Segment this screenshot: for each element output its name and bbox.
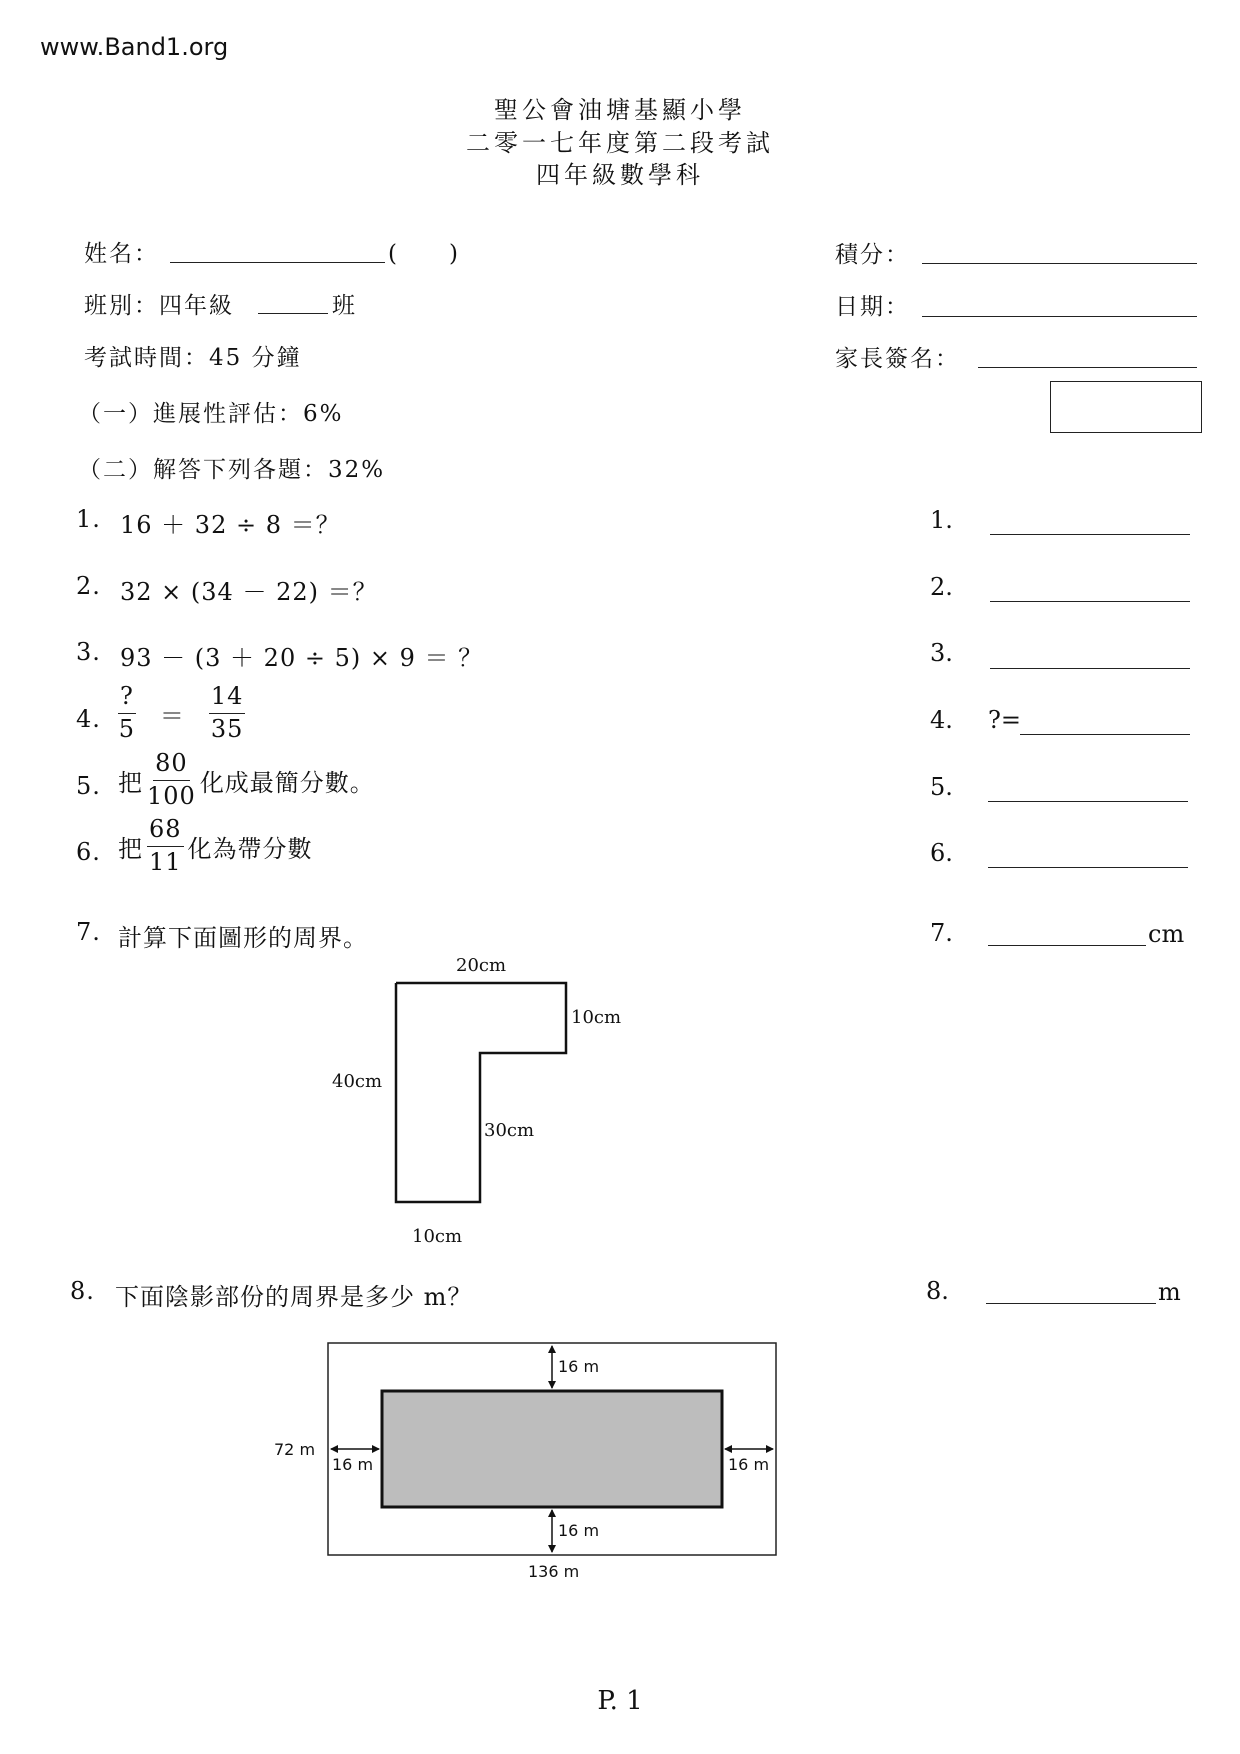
fig7-right-upper-label: 10cm	[571, 1007, 622, 1028]
school-name: 聖公會油塘基顯小學	[494, 96, 746, 124]
question-4-fraction-left: $\frac{?}{5}$	[118, 682, 136, 743]
question-6-text: 把 $\frac{68}{11}$ 化為帶分數	[118, 815, 313, 876]
answer-8-number: 8.	[926, 1277, 949, 1305]
question-6-number: 6.	[76, 838, 101, 866]
question-7-text: 計算下面圖形的周界。	[118, 924, 368, 952]
subject-title: 四年級數學科	[536, 161, 704, 189]
watermark: www.Band1.org	[40, 33, 229, 61]
name-label: 姓名：	[84, 241, 159, 267]
answer-5-number: 5.	[930, 773, 953, 801]
question-8-text: 下面陰影部份的周界是多少 m？	[115, 1283, 473, 1311]
answer-8-unit: m	[1158, 1278, 1181, 1306]
question-5-fraction: $\frac{80}{100}$	[147, 749, 196, 810]
question-7-number: 7.	[76, 918, 101, 946]
class-number-paren: ( )	[388, 241, 460, 267]
fig8-bottom-gap-label: 16 m	[558, 1521, 600, 1540]
question-3-number: 3.	[76, 638, 101, 666]
question-2-number: 2.	[76, 572, 101, 600]
question-4-fraction-right: $\frac{14}{35}$	[210, 682, 244, 743]
date-label: 日期：	[835, 294, 910, 320]
question-3-text: 93 － (3 ＋ 20 ÷ 5) × 9 ＝ ？	[120, 644, 484, 672]
page-number: P. 1	[597, 1686, 643, 1716]
question-5-number: 5.	[76, 772, 101, 800]
question-1-number: 1.	[76, 505, 101, 533]
section-two: （二）解答下列各題：32%	[78, 457, 386, 483]
fig7-top-label: 20cm	[456, 955, 507, 976]
class-suffix: 班	[332, 293, 357, 319]
answer-6-number: 6.	[930, 839, 953, 867]
answer-7-number: 7.	[930, 919, 953, 947]
fig7-inner-label: 30cm	[484, 1120, 535, 1141]
answer-4-prefix: ?=	[988, 706, 1021, 734]
answer-3-number: 3.	[930, 639, 953, 667]
answer-7-unit: cm	[1148, 920, 1185, 948]
fig8-right-gap-label: 16 m	[728, 1455, 770, 1474]
class-label: 班別：四年級	[84, 293, 234, 319]
score-label: 積分：	[835, 242, 910, 268]
question-6-fraction: $\frac{68}{11}$	[149, 815, 182, 876]
question-1-text: 16 ＋ 32 ÷ 8 ＝？	[120, 511, 341, 539]
question-4-equals: ＝	[159, 701, 185, 730]
answer-4-number: 4.	[930, 706, 953, 734]
fig8-top-gap-label: 16 m	[558, 1357, 600, 1376]
fig8-width-label: 136 m	[528, 1562, 580, 1581]
question-8-number: 8.	[70, 1277, 95, 1305]
exam-title: 二零一七年度第二段考試	[466, 129, 774, 157]
question-5-text: 把 $\frac{80}{100}$ 化成最簡分數。	[118, 749, 375, 810]
shaded-rectangle	[382, 1391, 722, 1507]
answer-2-number: 2.	[930, 573, 953, 601]
section-one: （一）進展性評估：6%	[78, 401, 344, 427]
question-2-text: 32 × (34 － 22) ＝？	[120, 578, 378, 606]
fig7-left-label: 40cm	[332, 1071, 383, 1092]
fig8-height-label: 72 m	[274, 1440, 316, 1459]
question-4-number: 4.	[76, 705, 101, 733]
exam-time: 考試時間：45 分鐘	[84, 345, 302, 371]
fig8-left-gap-label: 16 m	[332, 1455, 374, 1474]
fig7-bottom-label: 10cm	[412, 1226, 463, 1247]
parent-signature-label: 家長簽名：	[835, 346, 960, 372]
answer-1-number: 1.	[930, 506, 953, 534]
